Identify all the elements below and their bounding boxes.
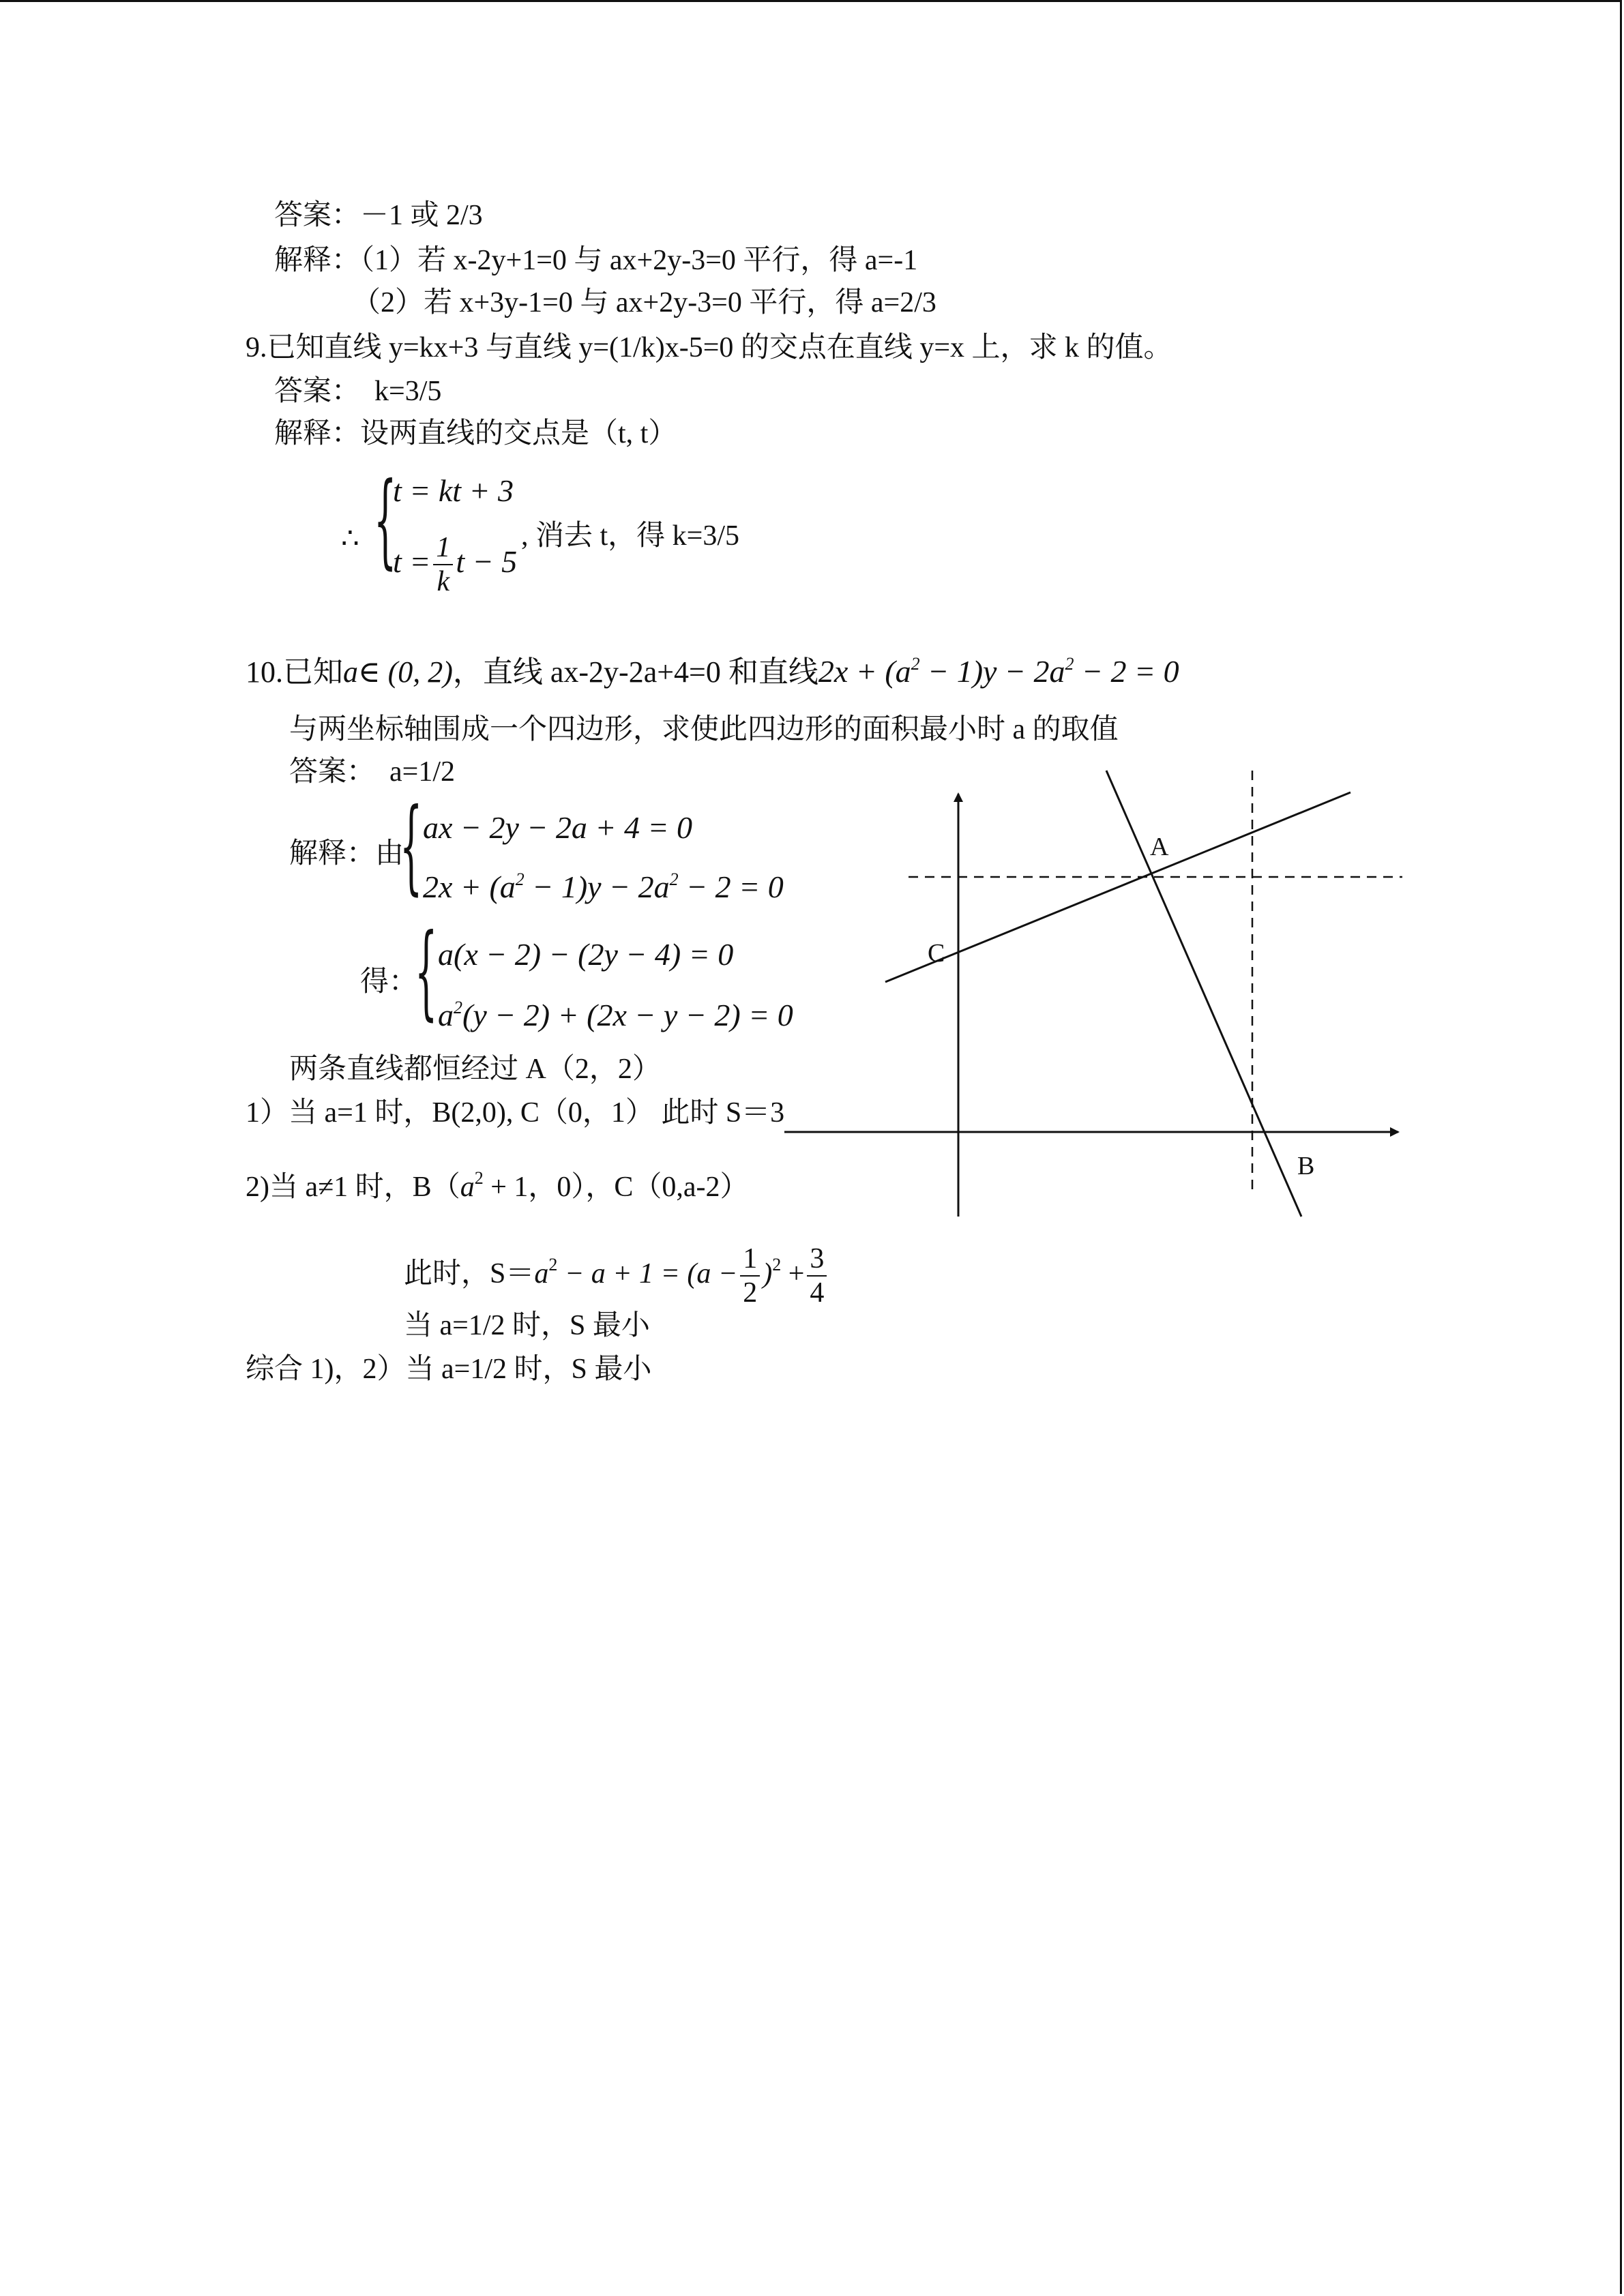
p10-sys2-eq2-b: (y − 2) + (2x − y − 2) = 0	[462, 998, 793, 1032]
p10-sys2-brace: {	[415, 912, 438, 1031]
p10-area-frac1-num: 1	[740, 1242, 760, 1277]
p9-eq2-rhs: t − 5	[456, 544, 518, 579]
p10-question-line2: 与两坐标轴围成一个四边形，求使此四边形的面积最小时 a 的取值	[289, 714, 1119, 745]
p10-sys1-eq1: ax − 2y − 2a + 4 = 0	[423, 810, 692, 845]
p9-question: 9.已知直线 y=kx+3 与直线 y=(1/k)x-5=0 的交点在直线 y=x 上，求 k 的值。	[246, 332, 1172, 363]
p8-step2: （2）若 x+3y-1=0 与 ax+2y-3=0 平行，得 a=2/3	[352, 287, 936, 318]
p10-q-mid: ，直线 ax-2y-2a+4=0 和直线	[452, 655, 818, 689]
p10-area-frac2-num: 3	[807, 1242, 827, 1277]
p10-explain-label: 解释：由	[289, 838, 404, 869]
p10-case2-a2: a	[460, 1172, 475, 1203]
p10-area-a: a	[534, 1258, 549, 1289]
p10-sys1-brace: {	[400, 787, 423, 906]
p10-sys2-eq1: a(x − 2) − (2y − 4) = 0	[438, 937, 734, 972]
p9-brace: {	[374, 461, 397, 580]
line-through-A-B	[1106, 771, 1301, 1217]
p10-answer-value: a=1/2	[389, 756, 456, 788]
p10-q-eq-exp: 2	[911, 654, 920, 674]
p9-answer-value: k=3/5	[374, 376, 442, 407]
point-C-label: C	[928, 939, 945, 968]
p10-area-exp: 2	[548, 1255, 558, 1274]
p10-answer-label: 答案：	[289, 756, 376, 788]
point-A-label: A	[1150, 833, 1169, 861]
p10-passes: 两条直线都恒经过 A（2，2）	[289, 1054, 661, 1085]
p9-eq2-den: k	[437, 566, 450, 598]
p9-explain-label: 解释：	[274, 418, 361, 449]
p10-case2-a: 2)当 a≠1 时，B（	[246, 1172, 460, 1203]
p10-sys1-eq2-exp2: 2	[669, 869, 679, 889]
p10-q-eq-exp2: 2	[1065, 654, 1074, 674]
p10-sys1-eq2-c: − 2 = 0	[678, 869, 784, 904]
p10-sys1-eq2-b: − 1)y − 2a	[524, 869, 670, 904]
p8-answer-label: 答案：	[274, 200, 361, 231]
p9-explain-text: 设两直线的交点是（t, t）	[360, 418, 677, 449]
p10-q-eq-c: − 2 = 0	[1074, 654, 1179, 689]
p10-area-d: +	[781, 1258, 805, 1289]
line-through-C-A	[885, 792, 1350, 982]
p10-area-c: )	[763, 1258, 773, 1289]
p10-case2-b: + 1，0），C（0,a-2）	[483, 1172, 749, 1203]
p9-eq2-num: 1	[433, 531, 453, 565]
p10-case1: 1）当 a=1 时，B(2,0), C（0，1） 此时 S＝3	[246, 1097, 785, 1129]
p9-therefore: ∴	[341, 523, 359, 554]
p10-area-label: 此时，S＝	[404, 1258, 535, 1289]
p10-summary: 综合 1)，2）当 a=1/2 时，S 最小	[246, 1354, 652, 1385]
p10-sys2-eq2-exp: 2	[454, 998, 462, 1017]
p10-case2-exp: 2	[474, 1168, 484, 1188]
p10-area-frac1-den: 2	[743, 1277, 758, 1309]
p10-get-label: 得：	[360, 966, 418, 998]
p10-q-cond: a∈ (0, 2)	[343, 655, 453, 689]
p10-sys2-eq2-a: a	[438, 998, 454, 1032]
p10-area-exp2: 2	[772, 1255, 782, 1274]
p9-answer-label: 答案：	[274, 376, 361, 407]
p10-min-note: 当 a=1/2 时，S 最小	[404, 1310, 650, 1341]
p9-eq2-lhs: t =	[393, 544, 431, 579]
p9-conclusion: , 消去 t，得 k=3/5	[521, 520, 740, 552]
p9-eq1: t = kt + 3	[393, 473, 514, 508]
p10-area-b: − a + 1 = (a −	[557, 1258, 738, 1289]
point-B-label: B	[1297, 1152, 1315, 1180]
p8-answer-value: －1 或 2/3	[360, 200, 483, 231]
p10-sys1-eq2-a: 2x + (a	[423, 869, 516, 904]
p10-q-prefix: 10.已知	[246, 655, 343, 689]
p10-q-eq-b: − 1)y − 2a	[919, 654, 1065, 689]
p10-area-frac2-den: 4	[810, 1277, 825, 1309]
p10-q-eq-a: 2x + (a	[818, 654, 911, 689]
p8-step1: （1）若 x-2y+1=0 与 ax+2y-3=0 平行，得 a=-1	[360, 245, 918, 276]
p10-sys1-eq2-exp: 2	[515, 869, 525, 889]
p8-explain-label: 解释：	[274, 245, 361, 276]
